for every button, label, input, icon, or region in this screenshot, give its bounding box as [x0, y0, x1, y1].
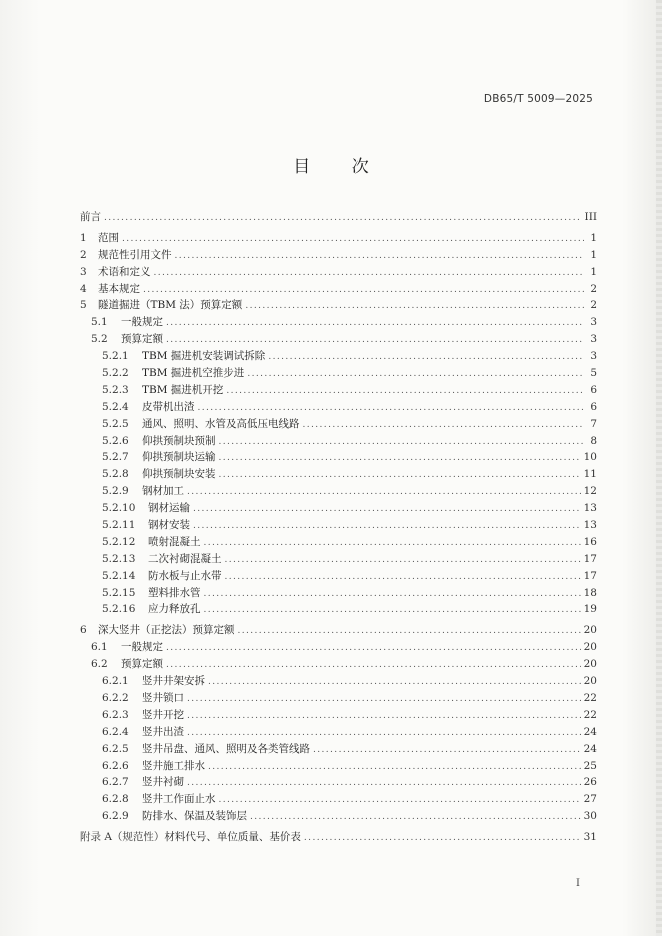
- toc-entry[interactable]: [80, 829, 597, 846]
- toc-entry[interactable]: [80, 534, 597, 551]
- toc-entry-number: 4: [80, 282, 87, 295]
- toc-entry-page: 10: [583, 451, 597, 464]
- toc-entry[interactable]: [80, 517, 597, 534]
- toc-entry-number: 3: [80, 265, 87, 278]
- toc-leader-dots: [166, 640, 581, 657]
- toc-entry-page: 22: [583, 708, 597, 721]
- toc-entry-number: 5.2.3: [102, 383, 129, 396]
- toc-entry-page: 1: [590, 265, 597, 278]
- toc-entry-title: 一般规定: [121, 641, 163, 654]
- toc-entry-title: 防水板与止水带: [148, 569, 222, 582]
- toc-entry-title: 钢材加工: [142, 485, 184, 498]
- toc-leader-dots: [122, 231, 584, 248]
- toc-entry-number: 附录 A（规范性）: [80, 831, 165, 844]
- toc-entry[interactable]: [80, 449, 597, 466]
- toc-entry-page: 24: [583, 742, 597, 755]
- toc-entry-page: 3: [590, 350, 597, 363]
- toc-entry[interactable]: [80, 331, 597, 348]
- toc-entry-page: 5: [590, 367, 597, 380]
- toc-leader-dots: [245, 298, 584, 315]
- toc-entry-page: 25: [583, 759, 597, 772]
- toc-entry-number: 5.2.6: [102, 434, 129, 447]
- toc-entry-page: 3: [590, 333, 597, 346]
- toc-leader-dots: [303, 417, 585, 434]
- toc-entry-number: 6.2.8: [102, 793, 129, 806]
- toc-entry-title: 钢材运输: [148, 502, 190, 515]
- toc-entry-page: 18: [583, 586, 597, 599]
- toc-entry-number: 5.2.1: [102, 350, 129, 363]
- toc-entry-page: 1: [590, 248, 597, 261]
- toc-entry[interactable]: [80, 365, 597, 382]
- toc-entry-number: 5.2.13: [102, 552, 136, 565]
- toc-entry-title: 隧道掘进（TBM 法）预算定额: [98, 299, 243, 312]
- toc-entry[interactable]: [80, 348, 597, 365]
- toc-entry-page: 20: [583, 675, 597, 688]
- toc-entry-number: 6.2: [91, 658, 108, 671]
- toc-entry-page: 12: [583, 485, 597, 498]
- toc-entry-title: 竖井开挖: [142, 708, 184, 721]
- toc-leader-dots: [247, 366, 584, 383]
- toc-entry-title: 竖井锁口: [142, 691, 184, 704]
- toc-entry-title: 深大竖井（正挖法）预算定额: [98, 624, 235, 637]
- toc-entry-number: 5.2.7: [102, 451, 129, 464]
- toc-leader-dots: [204, 535, 581, 552]
- toc-entry[interactable]: [80, 656, 597, 673]
- toc-entry-number: 5.2.11: [102, 519, 136, 532]
- toc-entry-number: 6.2.7: [102, 776, 129, 789]
- toc-entry-number: 5.1: [91, 316, 108, 329]
- toc-entry-page: III: [584, 211, 597, 223]
- toc-entry[interactable]: [80, 500, 597, 517]
- toc-leader-dots: [175, 248, 585, 265]
- toc-entry-page: 16: [583, 535, 597, 548]
- toc-entry-page: 2: [590, 282, 597, 295]
- toc-entry[interactable]: [80, 724, 597, 741]
- toc-leader-dots: [304, 830, 581, 847]
- toc-entry[interactable]: [80, 741, 597, 758]
- toc-entry-number: 5.2.16: [102, 603, 136, 616]
- toc-entry-title: 仰拱预制块安装: [142, 468, 216, 481]
- toc-entry-page: 17: [583, 569, 597, 582]
- toc-leader-dots: [208, 674, 581, 691]
- toc-entry-page: 20: [583, 641, 597, 654]
- toc-entry[interactable]: [80, 568, 597, 585]
- toc-entry-number: 5: [80, 299, 87, 312]
- toc-entry-page: 31: [583, 831, 597, 844]
- toc-leader-dots: [187, 691, 581, 708]
- toc-entry[interactable]: [80, 209, 597, 226]
- toc-leader-dots: [225, 552, 581, 569]
- toc-entry-number: 5.2.5: [102, 417, 129, 430]
- toc-entry-number: 5.2: [91, 333, 108, 346]
- toc-leader-dots: [204, 602, 581, 619]
- toc-entry[interactable]: [80, 601, 597, 618]
- toc-entry[interactable]: [80, 483, 597, 500]
- toc-entry-page: 24: [583, 725, 597, 738]
- toc-entry-title: TBM 掘进机空推步进: [142, 367, 245, 380]
- toc-entry-title: 竖井衬砌: [142, 776, 184, 789]
- toc-entry-number: 6.1: [91, 641, 108, 654]
- toc-entry[interactable]: [80, 466, 597, 483]
- toc-entry-title: 通风、照明、水管及高低压电线路: [142, 417, 300, 430]
- toc-leader-dots: [238, 623, 581, 640]
- toc-entry-number: 6.2.4: [102, 725, 129, 738]
- toc-entry-title: 预算定额: [121, 333, 163, 346]
- document-code: DB65/T 5009—2025: [483, 93, 593, 105]
- toc-entry-number: 5.2.12: [102, 535, 136, 548]
- toc-entry-number: 6.2.5: [102, 742, 129, 755]
- toc-entry-number: 1: [80, 231, 87, 244]
- toc-entry-page: 30: [583, 810, 597, 823]
- toc-entry-number: 6.2.6: [102, 759, 129, 772]
- toc-entry-title: 仰拱预制块预制: [142, 434, 216, 447]
- toc-entry-title: 竖井吊盘、通风、照明及各类管线路: [142, 742, 310, 755]
- toc-entry-number: 5.2.14: [102, 569, 136, 582]
- toc-leader-dots: [187, 708, 581, 725]
- toc-entry-title: 防排水、保温及装饰层: [142, 810, 247, 823]
- toc-entry-number: 6.2.9: [102, 810, 129, 823]
- toc-entry-page: 26: [583, 776, 597, 789]
- toc-leader-dots: [225, 569, 581, 586]
- toc-entry[interactable]: [80, 297, 597, 314]
- toc-entry[interactable]: [80, 382, 597, 399]
- toc-entry[interactable]: [80, 758, 597, 775]
- toc-entry-page: 19: [583, 603, 597, 616]
- toc-entry[interactable]: [80, 690, 597, 707]
- toc-entry-number: 6: [80, 624, 87, 637]
- toc-leader-dots: [154, 265, 585, 282]
- toc-entry-page: 1: [590, 231, 597, 244]
- toc-entry-title: 一般规定: [121, 316, 163, 329]
- toc-leader-dots: [313, 742, 581, 759]
- toc-leader-dots: [166, 657, 581, 674]
- toc-entry-title: 钢材安装: [148, 519, 190, 532]
- toc-entry-title: 材料代号、单位质量、基价表: [164, 831, 301, 844]
- toc-entry-title: 前言: [80, 211, 101, 223]
- toc-entry-title: 竖井井架安拆: [142, 675, 205, 688]
- toc-entry-page: 20: [583, 624, 597, 637]
- toc-entry[interactable]: [80, 433, 597, 450]
- toc-entry[interactable]: [80, 808, 597, 825]
- toc-entry-number: 2: [80, 248, 87, 261]
- toc-entry[interactable]: [80, 314, 597, 331]
- toc-entry-title: 术语和定义: [98, 265, 151, 278]
- toc-entry[interactable]: [80, 585, 597, 602]
- toc-entry-page: 13: [583, 519, 597, 532]
- toc-leader-dots: [187, 484, 581, 501]
- toc-entry-page: 7: [590, 417, 597, 430]
- toc-entry-title: TBM 掘进机开挖: [142, 383, 224, 396]
- toc-entry[interactable]: [80, 551, 597, 568]
- toc-entry-title: 应力释放孔: [148, 603, 201, 616]
- toc-entry-title: 基本规定: [98, 282, 140, 295]
- toc-leader-dots: [187, 775, 581, 792]
- toc-leader-dots: [193, 501, 581, 518]
- toc-entry-page: 13: [583, 502, 597, 515]
- toc-entry-title: 皮带机出渣: [142, 400, 195, 413]
- toc-entry-title: 预算定额: [121, 658, 163, 671]
- toc-entry-number: 6.2.3: [102, 708, 129, 721]
- toc-entry[interactable]: [80, 673, 597, 690]
- toc-leader-dots: [219, 792, 581, 809]
- toc-entry-page: 11: [583, 468, 597, 481]
- toc-entry-title: 竖井工作面止水: [142, 793, 216, 806]
- toc-leader-dots: [226, 383, 584, 400]
- toc-entry[interactable]: [80, 281, 597, 298]
- toc-leader-dots: [166, 332, 584, 349]
- toc-entry-number: 5.2.9: [102, 485, 129, 498]
- toc-entry-number: 6.2.1: [102, 675, 129, 688]
- toc-entry-page: 6: [590, 383, 597, 396]
- toc-entry[interactable]: [80, 230, 597, 247]
- toc-entry-title: 竖井施工排水: [142, 759, 205, 772]
- toc-entry-title: 竖井出渣: [142, 725, 184, 738]
- toc-entry[interactable]: [80, 791, 597, 808]
- toc-leader-dots: [208, 759, 581, 776]
- toc-leader-dots: [250, 809, 581, 826]
- toc-entry[interactable]: [80, 639, 597, 656]
- table-of-contents: [80, 209, 597, 846]
- toc-leader-dots: [219, 467, 581, 484]
- toc-leader-dots: [187, 725, 581, 742]
- toc-entry-title: 塑料排水管: [148, 586, 201, 599]
- toc-entry-number: 5.2.2: [102, 367, 129, 380]
- toc-entry-title: 二次衬砌混凝土: [148, 552, 222, 565]
- toc-entry-page: 3: [590, 316, 597, 329]
- toc-entry-number: 5.2.4: [102, 400, 129, 413]
- toc-entry-title: 范围: [98, 231, 119, 244]
- toc-entry-page: 6: [590, 400, 597, 413]
- toc-entry-page: 27: [583, 793, 597, 806]
- toc-entry-title: 仰拱预制块运输: [142, 451, 216, 464]
- toc-leader-dots: [268, 349, 584, 366]
- toc-entry-number: 5.2.8: [102, 468, 129, 481]
- toc-leader-dots: [193, 518, 581, 535]
- toc-entry[interactable]: [80, 622, 597, 639]
- toc-entry[interactable]: [80, 416, 597, 433]
- toc-entry-title: 规范性引用文件: [98, 248, 172, 261]
- toc-entry[interactable]: [80, 247, 597, 264]
- toc-entry-number: 5.2.15: [102, 586, 136, 599]
- toc-entry-page: 22: [583, 691, 597, 704]
- toc-entry-page: 17: [583, 552, 597, 565]
- toc-entry-title: TBM 掘进机安装调试拆除: [142, 350, 266, 363]
- toc-entry[interactable]: [80, 264, 597, 281]
- scan-edge: [656, 0, 662, 936]
- page-number: I: [576, 878, 580, 889]
- toc-leader-dots: [143, 282, 584, 299]
- toc-leader-dots: [198, 400, 585, 417]
- toc-leader-dots: [219, 434, 585, 451]
- toc-entry[interactable]: [80, 774, 597, 791]
- toc-entry[interactable]: [80, 707, 597, 724]
- toc-entry-page: 2: [590, 299, 597, 312]
- toc-leader-dots: [219, 450, 581, 467]
- toc-entry-page: 20: [583, 658, 597, 671]
- toc-entry-number: 5.2.10: [102, 502, 136, 515]
- toc-leader-dots: [166, 315, 584, 332]
- toc-title: 目 次: [293, 157, 387, 177]
- toc-entry-number: 6.2.2: [102, 691, 129, 704]
- toc-entry[interactable]: [80, 399, 597, 416]
- toc-leader-dots: [204, 586, 581, 603]
- toc-entry-title: 喷射混凝土: [148, 535, 201, 548]
- toc-leader-dots: [104, 210, 582, 227]
- toc-entry-page: 8: [590, 434, 597, 447]
